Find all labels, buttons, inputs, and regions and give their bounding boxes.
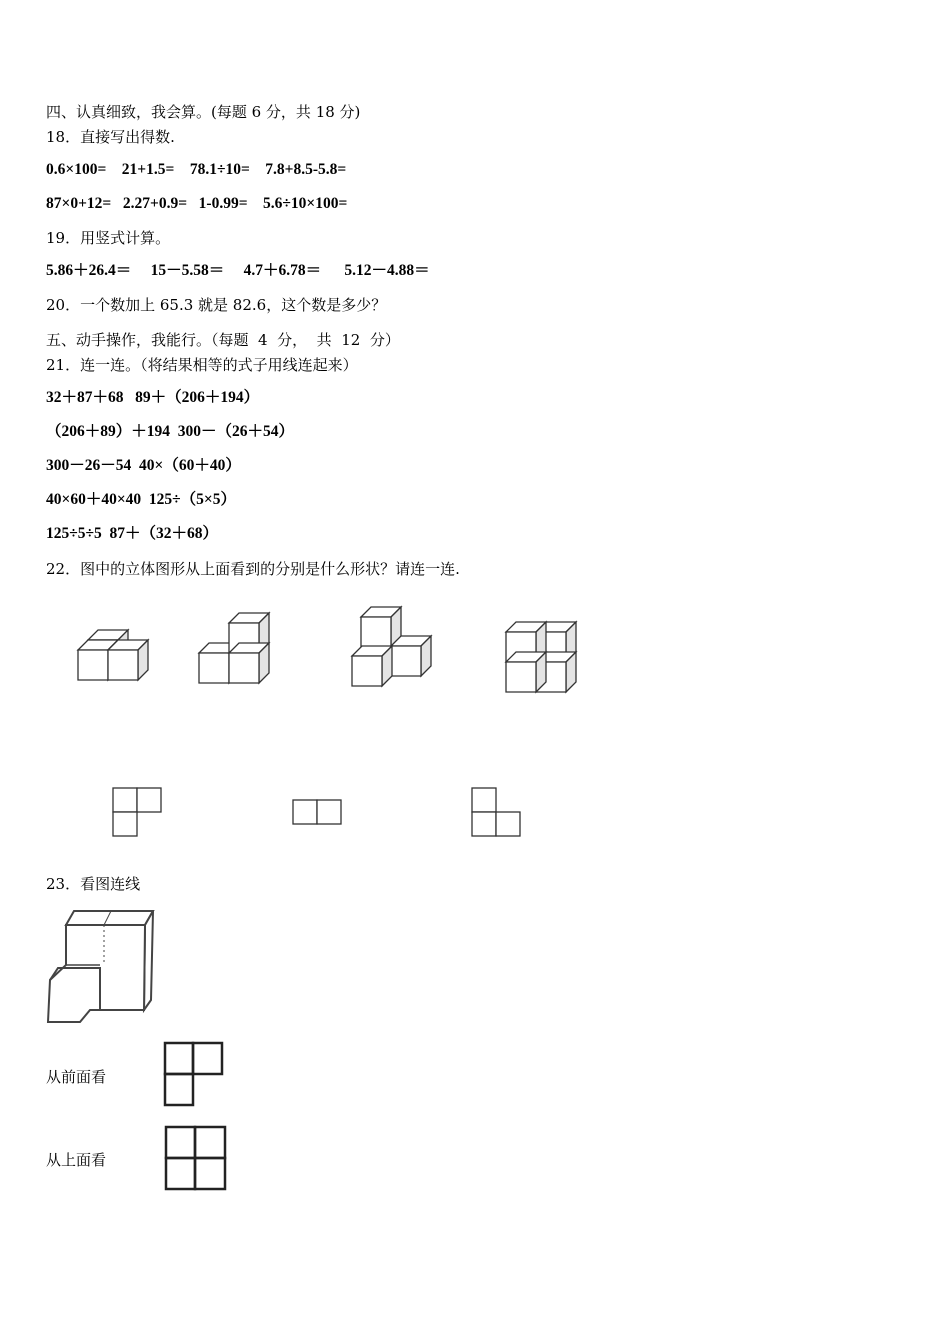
q18-row-2: 87×0+12= 2.27+0.9= 1-0.99= 5.6÷10×100= bbox=[46, 195, 348, 212]
q23-title: 23．看图连线 bbox=[46, 875, 141, 893]
q23-front-view bbox=[165, 1043, 222, 1105]
q21-row: 300－26－54 40×（60＋40） bbox=[46, 457, 241, 474]
q23-front-label: 从前面看 bbox=[46, 1068, 107, 1086]
section-5-title: 五、动手操作，我能行。（每题 4 分， 共 12 分） bbox=[46, 331, 400, 349]
q21-title: 21．连一连。（将结果相等的式子用线连起来） bbox=[46, 356, 358, 374]
cube-shape bbox=[391, 636, 431, 676]
q21-row: （206＋89）＋194 300－（26＋54） bbox=[46, 423, 295, 440]
q22-solid-figures bbox=[78, 607, 576, 692]
q23-top-label: 从上面看 bbox=[46, 1151, 107, 1169]
q21-row: 32＋87＋68 89＋（206＋194） bbox=[46, 389, 260, 406]
q20-title: 20．一个数加上 65.3 就是 82.6，这个数是多少？ bbox=[46, 296, 387, 314]
q18-title: 18．直接写出得数. bbox=[46, 128, 175, 146]
cube-shape bbox=[229, 643, 269, 683]
q23-top-view bbox=[166, 1127, 225, 1189]
q19-row-1: 5.86＋26.4＝ 15－5.58＝ 4.7＋6.78＝ 5.12－4.88＝ bbox=[46, 262, 430, 279]
cube-shape bbox=[352, 646, 392, 686]
q22-top-view-a bbox=[113, 788, 161, 836]
q22-top-view-b bbox=[293, 800, 341, 824]
cube-shape bbox=[361, 607, 401, 647]
q19-title: 19．用竖式计算。 bbox=[46, 229, 171, 247]
q22-top-view-c bbox=[472, 788, 520, 836]
q21-row: 40×60＋40×40 125÷（5×5） bbox=[46, 491, 237, 508]
q21-row: 125÷5÷5 87＋（32＋68） bbox=[46, 525, 219, 542]
cube-shape bbox=[506, 652, 546, 692]
section-4-title: 四、认真细致，我会算。(每题 6 分，共 18 分) bbox=[46, 103, 361, 121]
q22-title: 22．图中的立体图形从上面看到的分别是什么形状？请连一连. bbox=[46, 560, 460, 578]
q18-row-1: 0.6×100= 21+1.5= 78.1÷10= 7.8+8.5-5.8= bbox=[46, 161, 347, 178]
q23-solid-figure bbox=[48, 911, 153, 1022]
cube-shape bbox=[108, 640, 148, 680]
